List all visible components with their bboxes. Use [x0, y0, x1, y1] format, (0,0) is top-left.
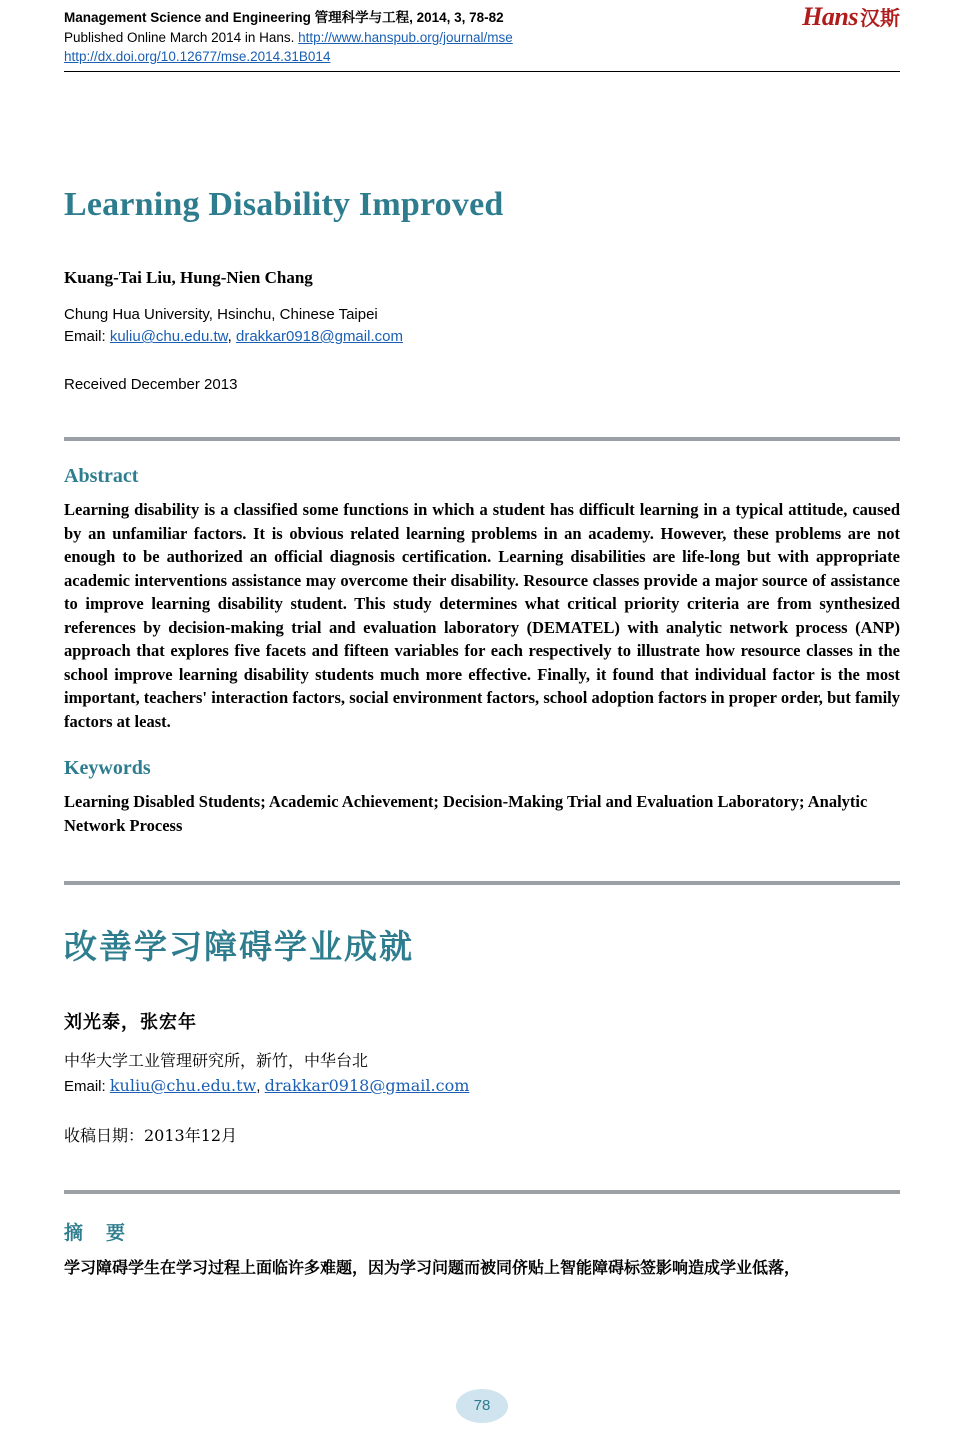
authors-en: Kuang-Tai Liu, Hung-Nien Chang — [64, 268, 313, 287]
email-label-cn: Email: — [64, 1078, 110, 1095]
affiliation-cn: 中华大学工业管理研究所，新竹，中华台北 — [64, 1051, 369, 1070]
journal-issue-info: , 2014, 3, 78-82 — [409, 10, 504, 25]
header-divider — [64, 71, 900, 72]
received-date-en: Received December 2013 — [64, 376, 238, 393]
page-footer — [0, 1389, 964, 1423]
section-divider-bottom — [64, 1190, 900, 1194]
received-date-cn: 收稿日期：2013年12月 — [64, 1126, 238, 1145]
authors-cn: 刘光泰，张宏年 — [64, 1012, 197, 1033]
affiliation-en-block — [64, 304, 900, 348]
published-online-text: Published Online March 2014 in Hans. — [64, 30, 299, 45]
abstract-heading: Abstract — [64, 465, 139, 487]
email-link-cn-2[interactable]: drakkar0918@gmail.com — [264, 1076, 470, 1095]
abstract-heading-cn: 摘 要 — [64, 1222, 128, 1244]
abstract-text: Learning disability is a classified some functions in which a student has difficult learning in a typical attitude, caused by an unfamiliar factors. It is obvious related learning problems in an academy. However, these problems are not enough to be authorized an official diagnosis certification. Learning disabilities are life-long but with appropriate academic interventions assistance may overcome their disability. Resource classes provide a major source of assistance to improve learning disability student. This study determines what critical priority criteria are from synthesized references by decision-making trial and evaluation laboratory (DEMATEL) with analytic network process (ANP) approach that explores five facets and fifteen variables for each respectively to illustrate how resource classes in the school improve learning disability students much more effective. Finally, it found that individual factor is the most important, teachers' interaction factors, social environment factors, school adoption factors in proper order, but family factors at least. — [64, 500, 900, 731]
journal-citation-line — [64, 8, 900, 28]
email-separator-cn: , — [256, 1078, 265, 1095]
keywords-text: Learning Disabled Students; Academic Achievement; Decision-Making Trial and Evaluation Laboratory; Analytic Network Process — [64, 792, 868, 835]
doi-line — [64, 47, 900, 66]
section-divider-middle — [64, 881, 900, 885]
email-separator-en: , — [227, 328, 236, 345]
section-divider-top — [64, 437, 900, 441]
logo-word-cn: 汉斯 — [860, 6, 900, 30]
email-line-en — [64, 326, 900, 348]
email-line-cn — [64, 1073, 900, 1099]
page-number-badge: 78 — [456, 1389, 508, 1423]
article-title-en: Learning Disability Improved — [64, 186, 504, 223]
email-label-en: Email: — [64, 328, 110, 345]
affiliation-cn-block — [64, 1048, 900, 1099]
journal-homepage-link[interactable]: http://www.hanspub.org/journal/mse — [298, 30, 513, 45]
hans-publisher-logo — [802, 4, 900, 30]
abstract-text-cn: 学习障碍学生在学习过程上面临许多难题，因为学习问题而被同侪贴上智能障碍标签影响造成学业低落， — [64, 1258, 801, 1277]
article-title-cn: 改善学习障碍学业成就 — [64, 927, 414, 966]
page-header — [64, 0, 900, 74]
journal-title-en: Management Science and Engineering — [64, 10, 311, 25]
journal-title-cn: 管理科学与工程 — [314, 10, 410, 26]
email-link-1[interactable]: kuliu@chu.edu.tw — [109, 328, 228, 345]
published-online-line — [64, 28, 900, 47]
email-link-2[interactable]: drakkar0918@gmail.com — [235, 328, 403, 345]
email-link-cn-1[interactable]: kuliu@chu.edu.tw — [109, 1076, 257, 1095]
doi-link[interactable]: http://dx.doi.org/10.12677/mse.2014.31B014 — [64, 49, 331, 64]
logo-word: Hans — [802, 2, 858, 31]
keywords-heading: Keywords — [64, 757, 151, 779]
affiliation-en: Chung Hua University, Hsinchu, Chinese Taipei — [64, 306, 378, 323]
